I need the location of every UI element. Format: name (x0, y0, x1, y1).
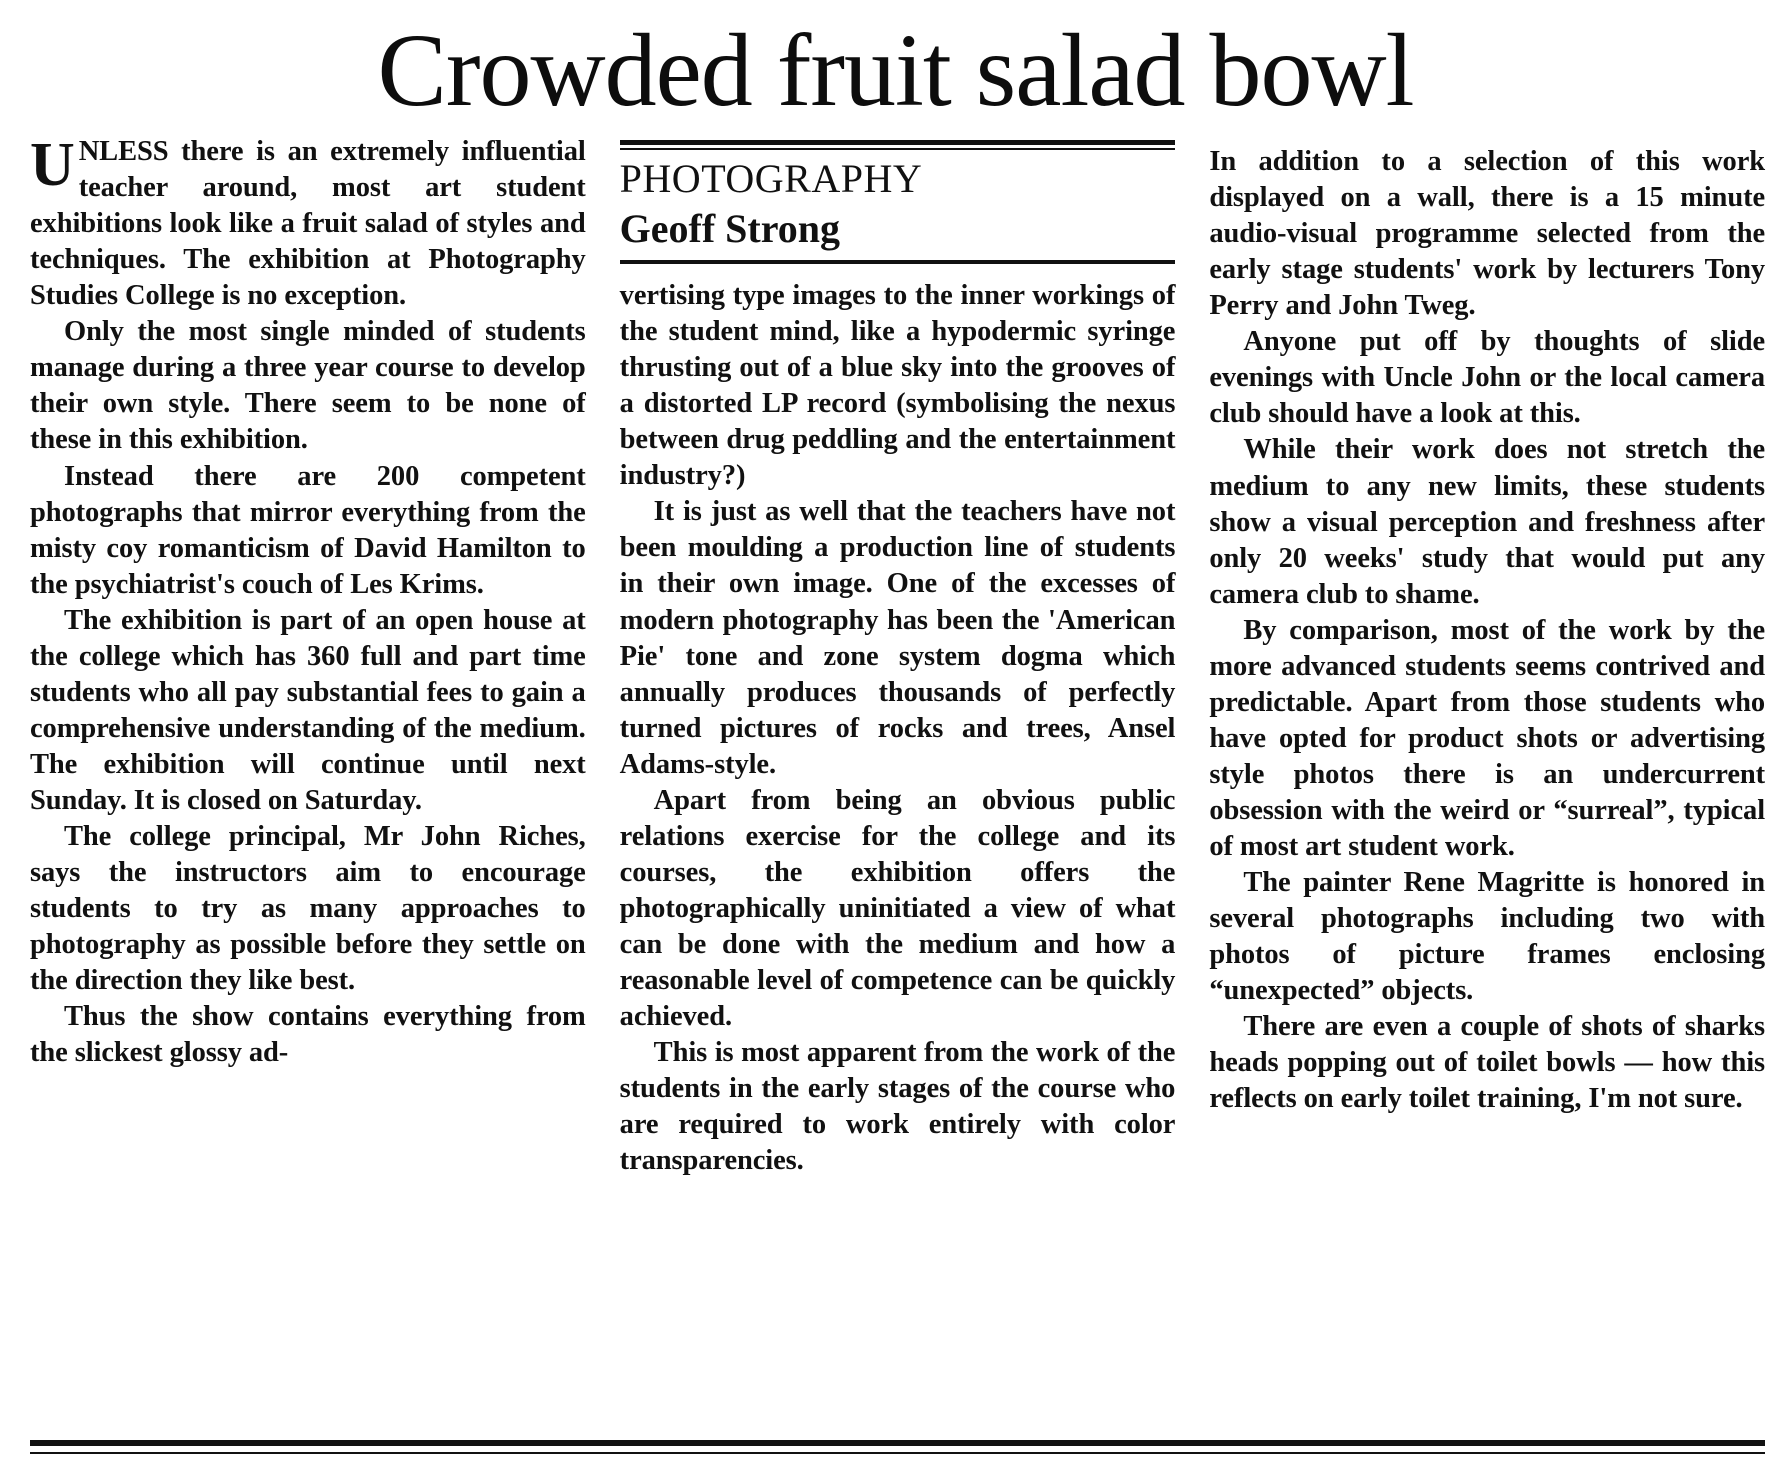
section-kicker: PHOTOGRAPHY (619, 156, 923, 202)
paragraph: Thus the show contains everything from the slickest glossy ad- (30, 1001, 586, 1069)
paragraph: There are even a couple of shots of sharks heads popping out of toilet bowls — how this reflects on early toilet training, I'm not sure. (1209, 1011, 1766, 1115)
rule-thin (620, 148, 1176, 150)
paragraph: This is most apparent from the work of the students in the early stages of the course who are required to work entirely with color transparencies. (619, 1037, 1176, 1177)
paragraph-text: NLESS there is an extremely influential teacher around, most art student exhibitions look like a fruit salad of styles and techniques. The exhibition at Photography Studies College is no exception. (30, 136, 586, 312)
paragraph: By comparison, most of the work by the more advanced students seems contrived and predictable. Apart from those students who have opted for product shots or advertising style photos there is an undercurrent obsession with the weird or “surreal”, typical of most art student work. (1209, 614, 1766, 862)
footer-rule-thick (30, 1440, 1765, 1446)
rule-thick (620, 140, 1176, 145)
page-title: Crowded fruit salad bowl (377, 13, 1414, 128)
paragraph: While their work does not stretch the medium to any new limits, these students show a visual perception and freshness after only 20 weeks' study that would put any camera club to shame. (1209, 434, 1766, 610)
column-2 (620, 134, 1176, 1404)
paragraph: It is just as well that the teachers have not been moulding a production line of students in their own image. One of the excesses of modern photography has been the 'American Pie' tone and zone system dogma which annually produces thousands of perfectly turned pictures of rocks and trees, Ansel Adams-style. (619, 496, 1176, 780)
column-3 (1209, 134, 1765, 1404)
column-spacer (1209, 134, 1765, 144)
section-header (620, 140, 1176, 264)
drop-cap: U (30, 131, 75, 200)
paragraph: Anyone put off by thoughts of slide evenings with Uncle John or the local camera club should have a look at this. (1209, 326, 1766, 430)
column-1 (30, 131, 586, 1404)
paragraph: In addition to a selection of this work displayed on a wall, there is a 15 minute audio-visual programme selected from the early stage students' work by lecturers Tony Perry and John Tweg. (1209, 146, 1766, 322)
paragraph: Instead there are 200 competent photographs that mirror everything from the misty coy romanticism of David Hamilton to the psychiatrist's couch of Les Krims. (30, 460, 586, 600)
paragraph: vertising type images to the inner workings of the student mind, like a hypodermic syringe thrusting out of a blue sky into the grooves of a distorted LP record (symbolising the nexus between drug peddling and the entertainment industry?) (619, 280, 1176, 492)
article-columns (0, 131, 1791, 1404)
paragraph: The exhibition is part of an open house at the college which has 360 full and part time students who all pay substantial fees to gain a comprehensive understanding of the medium. The exhibition will continue until next Sunday. It is closed on Saturday. (30, 604, 586, 816)
byline: Geoff Strong (619, 206, 841, 252)
paragraph: Only the most single minded of students manage during a three year course to develop their own style. There seem to be none of these in this exhibition. (30, 316, 586, 456)
newspaper-page (0, 13, 1791, 1472)
rule-under (620, 260, 1176, 264)
paragraph (30, 131, 586, 314)
paragraph: The college principal, Mr John Riches, says the instructors aim to encourage students to try as many approaches to photography as possible before they settle on the direction they like best. (30, 820, 586, 997)
paragraph: Apart from being an obvious public relations exercise for the college and its courses, the exhibition offers the photographically uninitiated a view of what can be done with the medium and how a reasonable level of competence can be quickly achieved. (619, 784, 1176, 1033)
paragraph: The painter Rene Magritte is honored in several photographs including two with photos of picture frames enclosing “unexpected” objects. (1209, 867, 1766, 1007)
